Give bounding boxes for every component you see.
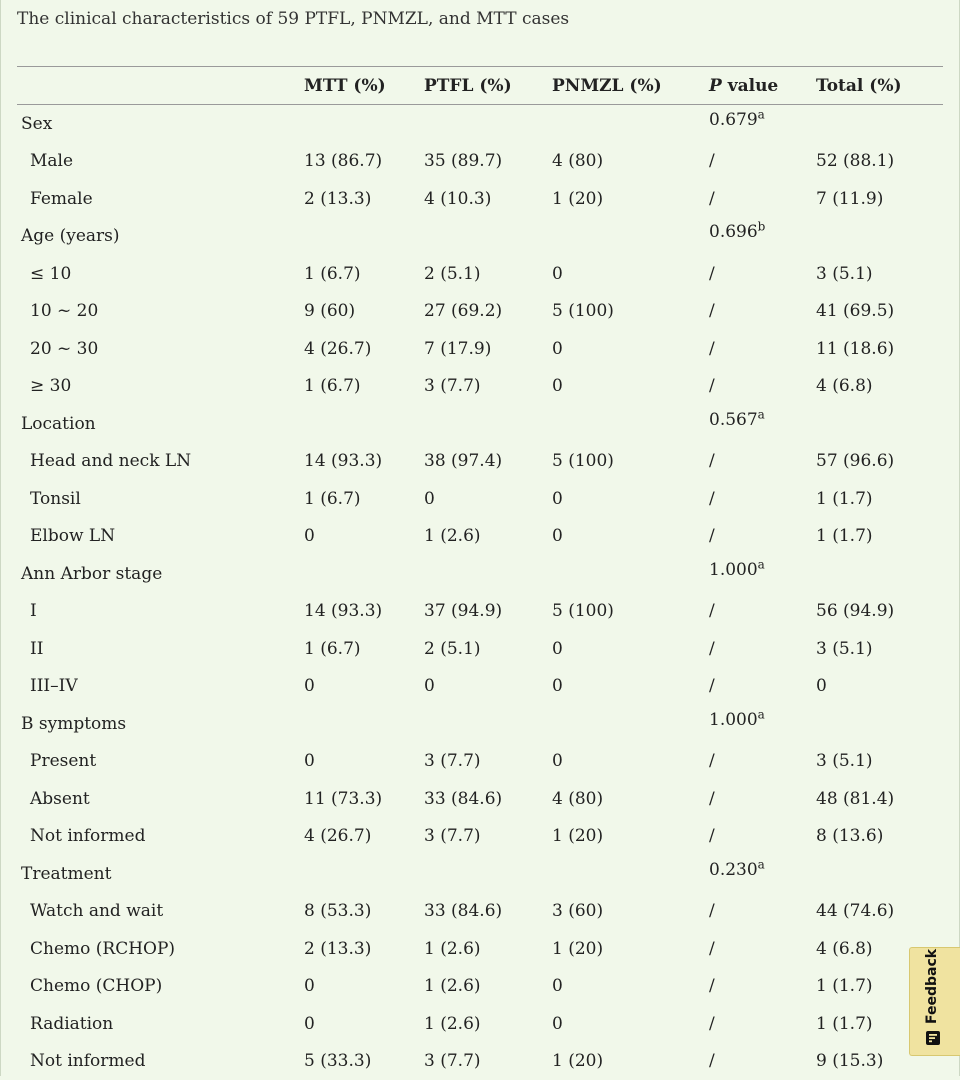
cell-total [816, 218, 943, 256]
table-row [17, 1043, 943, 1080]
clinical-characteristics-table [17, 66, 943, 1080]
cell-total: 1 (1.7) [816, 480, 943, 518]
table-row [17, 255, 943, 293]
p-value-text: / [709, 751, 715, 771]
p-value-text: / [709, 489, 715, 509]
table-caption: The clinical characteristics of 59 PTFL, PNMZL, and MTT cases [17, 9, 569, 29]
cell-ptfl: 33 (84.6) [424, 780, 552, 818]
p-value-text: 0.696 [709, 222, 758, 242]
cell-pnmzl: 5 (100) [552, 443, 709, 481]
p-value-text: 0.230 [709, 860, 758, 880]
cell-p-value [709, 968, 816, 1006]
p-value-text: / [709, 451, 715, 471]
cell-total: 4 (6.8) [816, 368, 943, 406]
p-value-text: / [709, 676, 715, 696]
cell-p-value [709, 293, 816, 331]
cell-total: 8 (13.6) [816, 818, 943, 856]
table-row [17, 930, 943, 968]
row-label: Head and neck LN [17, 443, 304, 481]
row-label: Tonsil [17, 480, 304, 518]
cell-p-value [709, 1043, 816, 1080]
row-label: Ann Arbor stage [17, 555, 304, 593]
cell-pnmzl [552, 218, 709, 256]
cell-total [816, 105, 943, 143]
cell-ptfl: 0 [424, 668, 552, 706]
cell-p-value [709, 893, 816, 931]
cell-pnmzl [552, 705, 709, 743]
cell-mtt: 8 (53.3) [304, 893, 424, 931]
cell-ptfl [424, 405, 552, 443]
p-value-text: 1.000 [709, 710, 758, 730]
row-label: Age (years) [17, 218, 304, 256]
cell-p-value [709, 330, 816, 368]
p-value-text: / [709, 939, 715, 959]
cell-ptfl: 2 (5.1) [424, 255, 552, 293]
cell-mtt [304, 555, 424, 593]
table-row [17, 1005, 943, 1043]
table-row [17, 743, 943, 781]
table-row [17, 293, 943, 331]
row-label: Male [17, 143, 304, 181]
cell-pnmzl: 4 (80) [552, 143, 709, 181]
cell-p-value [709, 255, 816, 293]
cell-ptfl: 4 (10.3) [424, 180, 552, 218]
row-label: Chemo (RCHOP) [17, 930, 304, 968]
row-label: I [17, 593, 304, 631]
cell-pnmzl: 0 [552, 743, 709, 781]
table-group-row [17, 705, 943, 743]
cell-total: 57 (96.6) [816, 443, 943, 481]
feedback-icon [925, 1030, 941, 1046]
cell-mtt: 2 (13.3) [304, 180, 424, 218]
table-row [17, 368, 943, 406]
cell-pnmzl: 1 (20) [552, 180, 709, 218]
table-row [17, 330, 943, 368]
cell-mtt: 13 (86.7) [304, 143, 424, 181]
cell-pnmzl: 0 [552, 630, 709, 668]
cell-mtt: 14 (93.3) [304, 443, 424, 481]
cell-ptfl [424, 705, 552, 743]
p-value-text: / [709, 526, 715, 546]
cell-pnmzl: 0 [552, 518, 709, 556]
p-value-text: / [709, 339, 715, 359]
feedback-button[interactable] [909, 947, 960, 1056]
cell-mtt [304, 705, 424, 743]
p-value-text: / [709, 1014, 715, 1034]
p-value-text: 0.567 [709, 410, 758, 430]
p-value-text: / [709, 601, 715, 621]
cell-mtt: 2 (13.3) [304, 930, 424, 968]
cell-mtt: 1 (6.7) [304, 368, 424, 406]
cell-total: 11 (18.6) [816, 330, 943, 368]
cell-pnmzl [552, 405, 709, 443]
cell-ptfl: 1 (2.6) [424, 968, 552, 1006]
table-group-row [17, 555, 943, 593]
cell-total [816, 555, 943, 593]
table-group-row [17, 218, 943, 256]
row-label: Watch and wait [17, 893, 304, 931]
header-row [17, 67, 943, 105]
cell-pnmzl: 0 [552, 1005, 709, 1043]
cell-mtt: 0 [304, 1005, 424, 1043]
table-row [17, 630, 943, 668]
p-value-text: / [709, 901, 715, 921]
p-value-text: / [709, 151, 715, 171]
cell-ptfl: 35 (89.7) [424, 143, 552, 181]
cell-p-value [709, 593, 816, 631]
header-mtt: MTT (%) [304, 67, 424, 105]
table-row [17, 443, 943, 481]
table-row [17, 893, 943, 931]
cell-ptfl: 27 (69.2) [424, 293, 552, 331]
cell-ptfl: 1 (2.6) [424, 1005, 552, 1043]
cell-p-value [709, 668, 816, 706]
table-row [17, 143, 943, 181]
row-label: Not informed [17, 818, 304, 856]
cell-total: 3 (5.1) [816, 743, 943, 781]
cell-p-value [709, 630, 816, 668]
cell-pnmzl [552, 555, 709, 593]
cell-ptfl: 7 (17.9) [424, 330, 552, 368]
table-row [17, 518, 943, 556]
cell-p-value [709, 555, 816, 593]
p-value-text: 1.000 [709, 560, 758, 580]
row-label: II [17, 630, 304, 668]
cell-pnmzl: 0 [552, 368, 709, 406]
cell-ptfl: 3 (7.7) [424, 818, 552, 856]
cell-total: 0 [816, 668, 943, 706]
p-value-text: / [709, 639, 715, 659]
p-value-footnote-marker: a [758, 407, 765, 421]
row-label: Location [17, 405, 304, 443]
p-value-footnote-marker: a [758, 707, 765, 721]
row-label: Not informed [17, 1043, 304, 1080]
cell-ptfl: 3 (7.7) [424, 743, 552, 781]
p-value-text: / [709, 264, 715, 284]
cell-pnmzl: 0 [552, 668, 709, 706]
table-row [17, 593, 943, 631]
cell-ptfl: 1 (2.6) [424, 518, 552, 556]
row-label: Radiation [17, 1005, 304, 1043]
cell-ptfl [424, 555, 552, 593]
table-row [17, 968, 943, 1006]
row-label: ≤ 10 [17, 255, 304, 293]
cell-total [816, 405, 943, 443]
header-total: Total (%) [816, 67, 943, 105]
cell-ptfl: 0 [424, 480, 552, 518]
cell-mtt: 1 (6.7) [304, 630, 424, 668]
header-pnmzl: PNMZL (%) [552, 67, 709, 105]
cell-total: 41 (69.5) [816, 293, 943, 331]
cell-p-value [709, 218, 816, 256]
cell-total: 3 (5.1) [816, 255, 943, 293]
cell-ptfl [424, 218, 552, 256]
row-label: Absent [17, 780, 304, 818]
cell-total: 1 (1.7) [816, 1005, 943, 1043]
cell-mtt [304, 218, 424, 256]
p-value-text: / [709, 976, 715, 996]
cell-mtt: 4 (26.7) [304, 330, 424, 368]
cell-mtt: 0 [304, 968, 424, 1006]
cell-pnmzl: 3 (60) [552, 893, 709, 931]
header-characteristic [17, 67, 304, 105]
p-value-footnote-marker: a [758, 107, 765, 121]
cell-p-value [709, 105, 816, 143]
cell-p-value [709, 143, 816, 181]
cell-mtt: 0 [304, 743, 424, 781]
row-label: Elbow LN [17, 518, 304, 556]
cell-total: 56 (94.9) [816, 593, 943, 631]
cell-mtt: 0 [304, 518, 424, 556]
cell-pnmzl [552, 105, 709, 143]
row-label: Female [17, 180, 304, 218]
cell-pnmzl: 1 (20) [552, 818, 709, 856]
cell-pnmzl: 1 (20) [552, 1043, 709, 1080]
cell-total: 3 (5.1) [816, 630, 943, 668]
cell-ptfl [424, 105, 552, 143]
p-value-text: 0.679 [709, 110, 758, 130]
p-value-footnote-marker: a [758, 557, 765, 571]
cell-mtt: 1 (6.7) [304, 480, 424, 518]
cell-total: 7 (11.9) [816, 180, 943, 218]
cell-p-value [709, 368, 816, 406]
row-label: Treatment [17, 855, 304, 893]
p-value-text: / [709, 189, 715, 209]
table-row [17, 668, 943, 706]
cell-mtt: 0 [304, 668, 424, 706]
cell-pnmzl: 4 (80) [552, 780, 709, 818]
cell-ptfl: 2 (5.1) [424, 630, 552, 668]
cell-p-value [709, 705, 816, 743]
cell-p-value [709, 855, 816, 893]
cell-total: 9 (15.3) [816, 1043, 943, 1080]
cell-mtt: 4 (26.7) [304, 818, 424, 856]
row-label: III–IV [17, 668, 304, 706]
row-label: Sex [17, 105, 304, 143]
cell-total: 48 (81.4) [816, 780, 943, 818]
feedback-label: Feedback [924, 949, 940, 1024]
table-group-row [17, 855, 943, 893]
cell-total: 1 (1.7) [816, 518, 943, 556]
cell-p-value [709, 743, 816, 781]
row-label: Present [17, 743, 304, 781]
p-value-footnote-marker: b [758, 220, 766, 234]
p-value-text: / [709, 376, 715, 396]
row-label: ≥ 30 [17, 368, 304, 406]
header-p-value [709, 67, 816, 105]
cell-ptfl: 37 (94.9) [424, 593, 552, 631]
row-label: B symptoms [17, 705, 304, 743]
cell-p-value [709, 518, 816, 556]
cell-pnmzl: 5 (100) [552, 593, 709, 631]
cell-mtt [304, 105, 424, 143]
cell-total: 52 (88.1) [816, 143, 943, 181]
cell-pnmzl: 0 [552, 330, 709, 368]
p-value-text: / [709, 1051, 715, 1071]
cell-mtt: 1 (6.7) [304, 255, 424, 293]
table-body [17, 105, 943, 1080]
cell-mtt [304, 855, 424, 893]
cell-ptfl: 38 (97.4) [424, 443, 552, 481]
table-group-row [17, 405, 943, 443]
row-label: Chemo (CHOP) [17, 968, 304, 1006]
cell-pnmzl: 0 [552, 255, 709, 293]
cell-pnmzl: 1 (20) [552, 930, 709, 968]
cell-mtt: 11 (73.3) [304, 780, 424, 818]
header-p-italic: P [709, 76, 722, 96]
table-row [17, 818, 943, 856]
cell-mtt: 5 (33.3) [304, 1043, 424, 1080]
cell-p-value [709, 443, 816, 481]
cell-p-value [709, 780, 816, 818]
table-row [17, 480, 943, 518]
cell-total: 1 (1.7) [816, 968, 943, 1006]
table-group-row [17, 105, 943, 143]
p-value-text: / [709, 826, 715, 846]
cell-total: 44 (74.6) [816, 893, 943, 931]
cell-ptfl [424, 855, 552, 893]
table-row [17, 780, 943, 818]
cell-p-value [709, 405, 816, 443]
cell-ptfl: 3 (7.7) [424, 1043, 552, 1080]
p-value-footnote-marker: a [758, 857, 765, 871]
cell-total [816, 855, 943, 893]
cell-ptfl: 3 (7.7) [424, 368, 552, 406]
p-value-text: / [709, 301, 715, 321]
cell-mtt: 9 (60) [304, 293, 424, 331]
cell-p-value [709, 930, 816, 968]
cell-ptfl: 1 (2.6) [424, 930, 552, 968]
row-label: 10 ~ 20 [17, 293, 304, 331]
cell-p-value [709, 480, 816, 518]
table-row [17, 180, 943, 218]
header-p-rest: value [722, 76, 778, 96]
cell-pnmzl: 0 [552, 480, 709, 518]
header-ptfl: PTFL (%) [424, 67, 552, 105]
cell-p-value [709, 180, 816, 218]
cell-ptfl: 33 (84.6) [424, 893, 552, 931]
cell-total: 4 (6.8) [816, 930, 943, 968]
cell-total [816, 705, 943, 743]
cell-pnmzl: 0 [552, 968, 709, 1006]
cell-mtt [304, 405, 424, 443]
cell-pnmzl [552, 855, 709, 893]
row-label: 20 ~ 30 [17, 330, 304, 368]
p-value-text: / [709, 789, 715, 809]
cell-pnmzl: 5 (100) [552, 293, 709, 331]
cell-p-value [709, 818, 816, 856]
cell-mtt: 14 (93.3) [304, 593, 424, 631]
cell-p-value [709, 1005, 816, 1043]
